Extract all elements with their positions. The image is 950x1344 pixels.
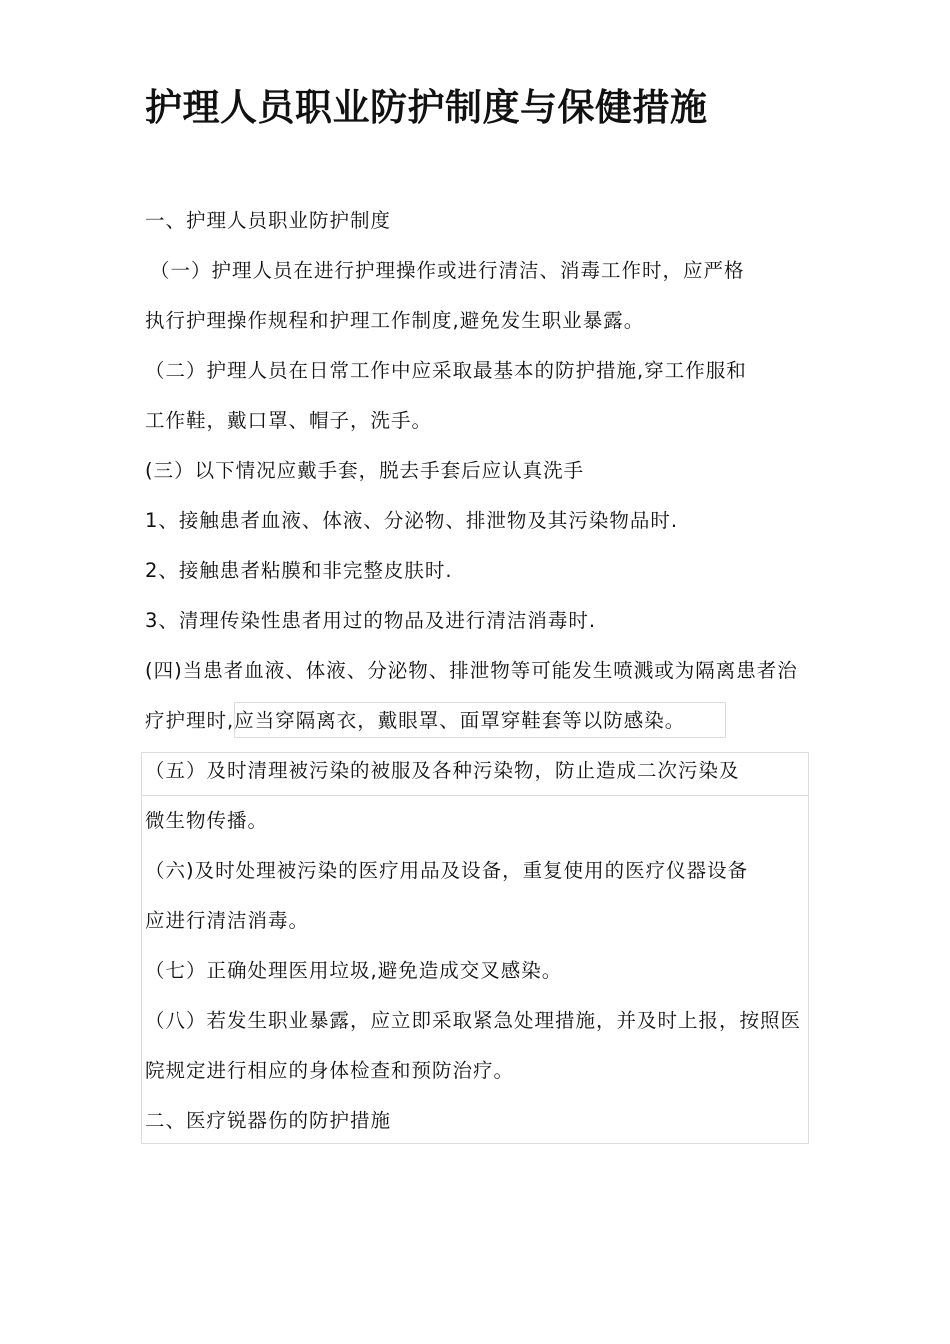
paragraph-line: 院规定进行相应的身体检查和预防治疗。 [145, 1059, 515, 1082]
paragraph-line: 应进行清洁消毒。 [145, 909, 310, 932]
paragraph-line: 工作鞋，戴口罩、帽子，洗手。 [145, 409, 433, 432]
paragraph-line: 执行护理操作规程和护理工作制度,避免发生职业暴露。 [145, 309, 645, 332]
paragraph-line: 微生物传播。 [145, 809, 269, 832]
section-heading-2: 二、医疗锐器伤的防护措施 [145, 1109, 392, 1132]
paragraph-line: 疗护理时,应当穿隔离衣，戴眼罩、面罩穿鞋套等以防感染。 [145, 709, 686, 732]
section-heading-1: 一、护理人员职业防护制度 [145, 209, 392, 232]
paragraph-line: (四)当患者血液、体液、分泌物、排泄物等可能发生喷溅或为隔离患者治 [145, 659, 798, 682]
paragraph-line: （二）护理人员在日常工作中应采取最基本的防护措施,穿工作服和 [145, 359, 747, 382]
paragraph-line: （五）及时清理被污染的被服及各种污染物，防止造成二次污染及 [145, 759, 740, 782]
paragraph-line: （七）正确处理医用垃圾,避免造成交叉感染。 [145, 959, 563, 982]
paragraph-line: （一）护理人员在进行护理操作或进行清洁、消毒工作时，应严格 [150, 259, 745, 282]
document-title: 护理人员职业防护制度与保健措施 [145, 85, 708, 129]
list-item: 1、接触患者血液、体液、分泌物、排泄物及其污染物品时. [145, 509, 679, 532]
list-item: 2、接触患者粘膜和非完整皮肤时. [145, 559, 453, 582]
paragraph-line: （六)及时处理被污染的医疗用品及设备，重复使用的医疗仪器设备 [145, 859, 749, 882]
list-item: 3、清理传染性患者用过的物品及进行清洁消毒时. [145, 609, 597, 632]
paragraph-line: (三）以下情况应戴手套，脱去手套后应认真洗手 [145, 459, 585, 482]
paragraph-line: （八）若发生职业暴露，应立即采取紧急处理措施，并及时上报，按照医 [145, 1009, 802, 1032]
